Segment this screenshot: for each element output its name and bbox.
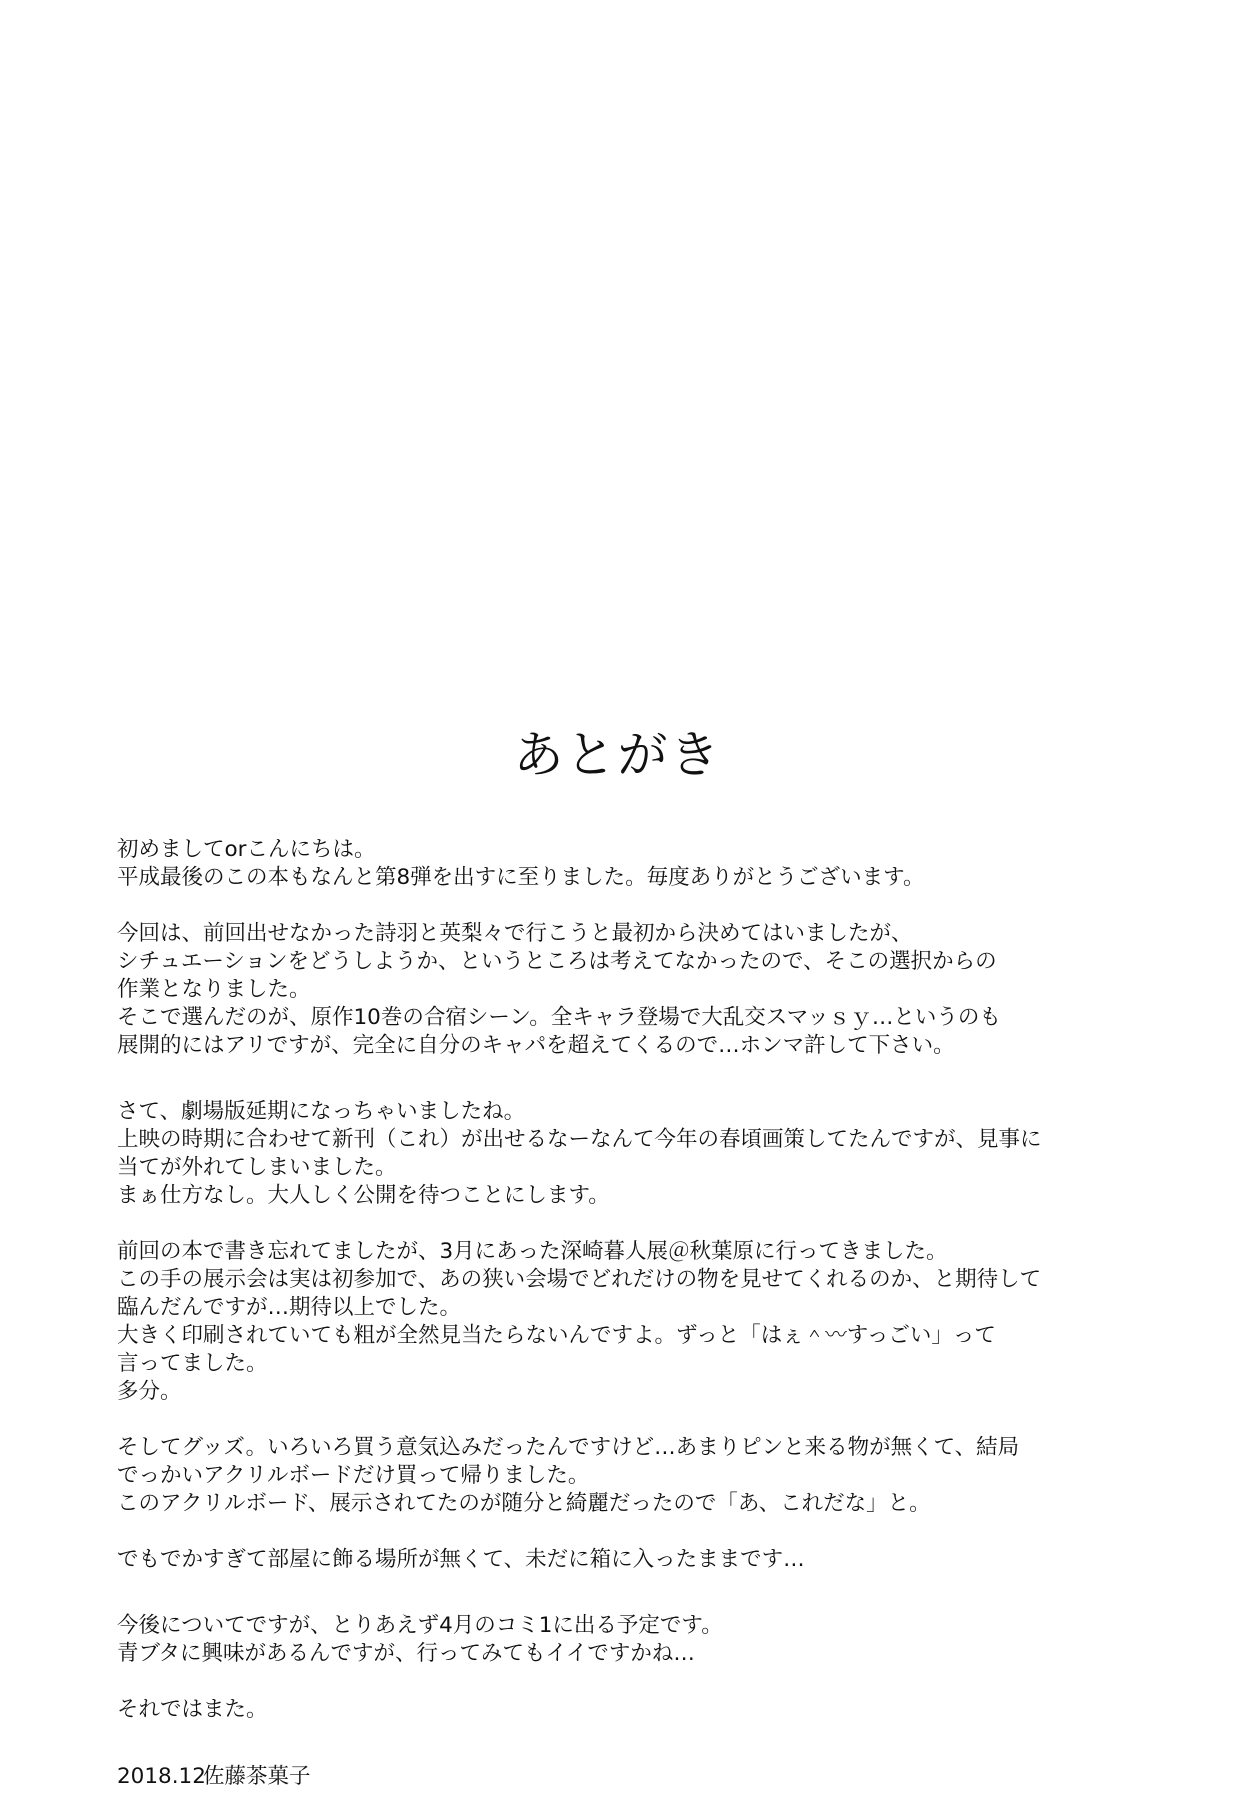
text-line: でもでかすぎて部屋に飾る場所が無くて、未だに箱に入ったままです…: [117, 1547, 805, 1572]
afterword-body: [117, 836, 1177, 1724]
text-line: 臨んだんですが…期待以上でした。: [117, 1295, 462, 1320]
text-line: シチュエーションをどうしようか、というところは考えてなかったので、そこの選択からの: [117, 949, 997, 974]
text-line: 作業となりました。: [117, 977, 311, 1002]
text-line: そしてグッズ。いろいろ買う意気込みだったんですけど…あまりピンと来る物が無くて、結局: [117, 1435, 1020, 1460]
paragraph-exhibition: [117, 1238, 1177, 1406]
text-line: 前回の本で書き忘れてましたが、3月にあった深崎暮人展＠秋葉原に行ってきました。: [117, 1239, 948, 1264]
text-line: 多分。: [117, 1379, 182, 1404]
text-line: 言ってました。: [117, 1351, 268, 1376]
text-line: 今後についてですが、とりあえず4月のコミ1に出る予定です。: [117, 1613, 723, 1638]
page-title: あとがき: [513, 726, 722, 784]
signature-author: 佐藤茶菓子: [203, 1764, 311, 1789]
text-line: 初めましてorこんにちは。: [117, 837, 376, 862]
signature-date: 2018.12: [117, 1764, 206, 1789]
text-line: 青ブタに興味があるんですが、行ってみてもイイですかね…: [117, 1641, 695, 1666]
text-line: 平成最後のこの本もなんと第8弾を出すに至りました。毎度ありがとうございます。: [117, 865, 925, 890]
text-line: まぁ仕方なし。大人しく公開を待つことにします。: [117, 1183, 610, 1208]
text-line: さて、劇場版延期になっちゃいましたね。: [117, 1099, 526, 1124]
text-line: 大きく印刷されていても粗が全然見当たらないんですよ。ずっと「はぇ＾〰すっごい」って: [117, 1323, 996, 1348]
text-line: 今回は、前回出せなかった詩羽と英梨々で行こうと最初から決めてはいましたが、: [117, 921, 913, 946]
text-line: それではまた。: [117, 1697, 268, 1722]
paragraph-movie: [117, 1098, 1177, 1210]
paragraph-goods: [117, 1434, 1177, 1518]
paragraph-future: [117, 1612, 1177, 1668]
paragraph-this-issue: [117, 920, 1177, 1060]
text-line: 上映の時期に合わせて新刊（これ）が出せるなーなんて今年の春頃画策してたんですが、見事に: [117, 1127, 1042, 1152]
text-line: このアクリルボード、展示されてたのが随分と綺麗だったので「あ、これだな」と。: [117, 1491, 931, 1516]
paragraph-storage: [117, 1546, 1177, 1574]
text-line: 展開的にはアリですが、完全に自分のキャパを超えてくるので…ホンマ許して下さい。: [117, 1033, 955, 1058]
text-line: 当てが外れてしまいました。: [117, 1155, 397, 1180]
paragraph-closing: [117, 1696, 1177, 1724]
text-line: そこで選んだのが、原作10巻の合宿シーン。全キャラ登場で大乱交スマッｓｙ…というのも: [117, 1005, 1001, 1030]
text-line: でっかいアクリルボードだけ買って帰りました。: [117, 1463, 590, 1488]
paragraph-greeting: [117, 836, 1177, 892]
text-line: この手の展示会は実は初参加で、あの狭い会場でどれだけの物を見せてくれるのか、と期待して: [117, 1267, 1042, 1292]
signature: [117, 1763, 311, 1791]
